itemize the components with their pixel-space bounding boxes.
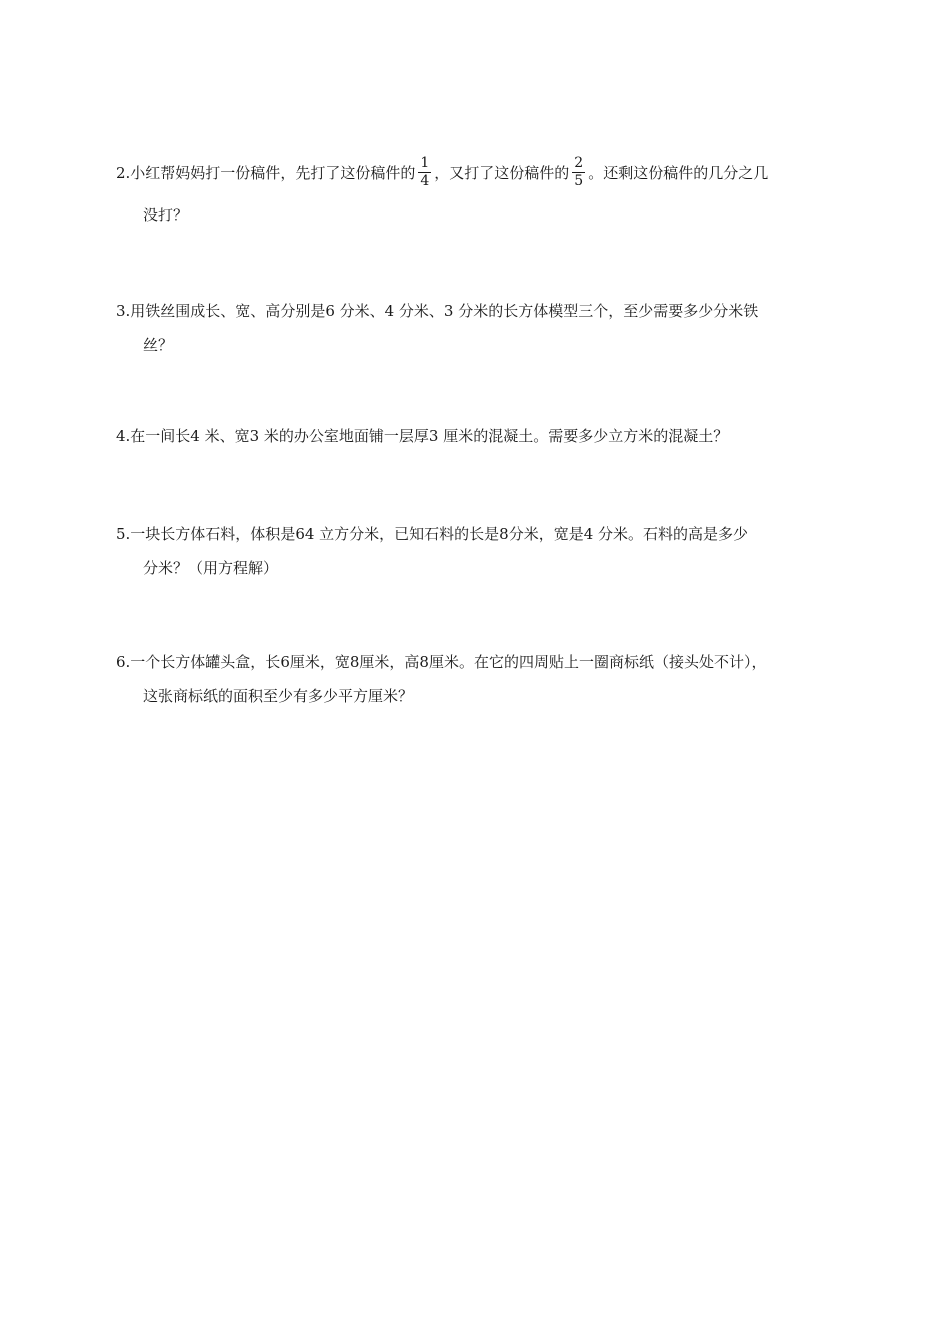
question-2-text-a: 2.小红帮妈妈打一份稿件，先打了这份稿件的 xyxy=(116,164,416,182)
question-3 xyxy=(116,294,846,362)
question-3-line-1: 3.用铁丝围成长、宽、高分别是6 分米、4 分米、3 分米的长方体模型三个，至少需要多少分米铁 xyxy=(116,302,759,320)
fraction-two-fifths xyxy=(572,155,585,190)
question-2-line-2: 没打？ xyxy=(143,206,189,224)
question-6-line-2: 这张商标纸的面积至少有多少平方厘米？ xyxy=(143,687,414,705)
fraction-numerator: 2 xyxy=(574,154,584,171)
fraction-one-quarter xyxy=(418,155,431,190)
fraction-denominator: 4 xyxy=(420,172,430,189)
question-3-line-2: 丝？ xyxy=(143,336,174,354)
question-4-line-1: 4.在一间长4 米、宽3 米的办公室地面铺一层厚3 厘米的混凝土。需要多少立方米的混凝土？ xyxy=(116,427,729,445)
fraction-denominator: 5 xyxy=(574,172,584,189)
fraction-numerator: 1 xyxy=(420,154,430,171)
question-2-line-1 xyxy=(116,150,846,196)
question-2-text-c: 。还剩这份稿件的几分之几 xyxy=(588,164,769,182)
question-4 xyxy=(116,419,846,453)
question-6 xyxy=(116,645,846,713)
question-5-line-1: 5.一块长方体石料，体积是64 立方分米，已知石料的长是8分米，宽是4 分米。石料的高是多少 xyxy=(116,525,749,543)
question-5-line-2: 分米？（用方程解） xyxy=(143,559,279,577)
question-2-text-b: ，又打了这份稿件的 xyxy=(434,164,570,182)
question-5 xyxy=(116,517,846,585)
question-2 xyxy=(116,150,846,232)
question-6-line-1: 6.一个长方体罐头盒，长6厘米，宽8厘米，高8厘米。在它的四周贴上一圈商标纸（接头处不计）， xyxy=(116,653,767,671)
